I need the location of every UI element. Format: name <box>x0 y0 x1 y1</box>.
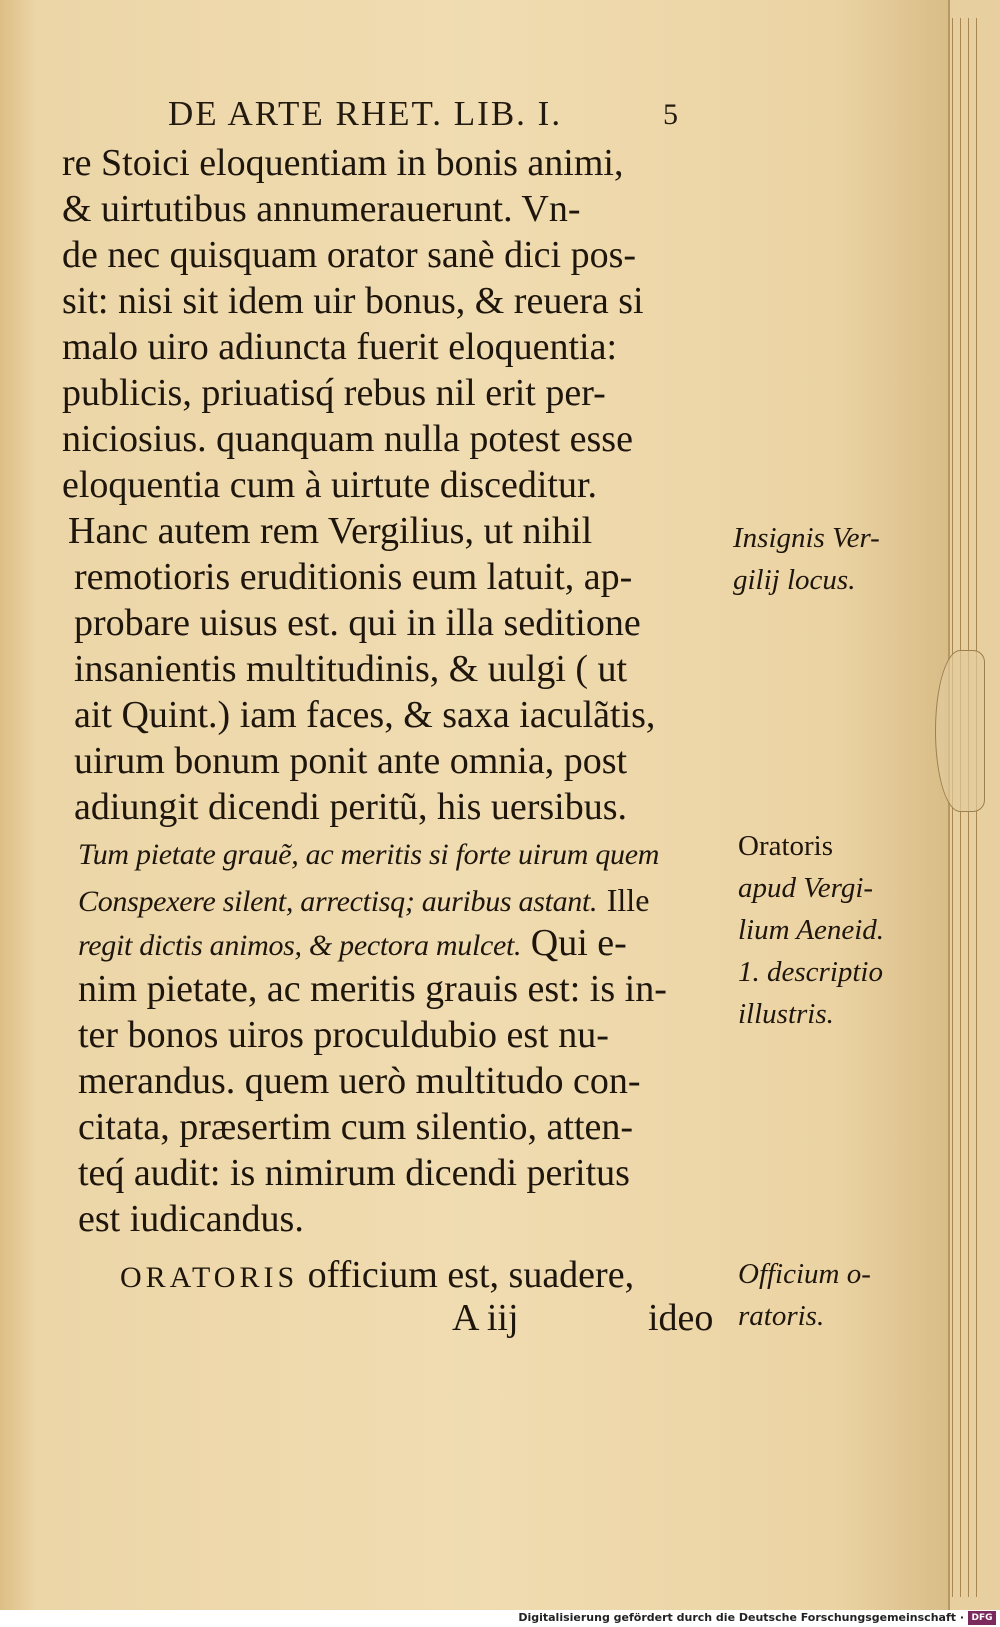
text-line: citata, præsertim cum silentio, atten- <box>78 1106 634 1148</box>
verse-line <box>78 920 627 969</box>
text-line: remotioris eruditionis eum latuit, ap- <box>74 556 633 598</box>
smallcaps-word: ORATORIS <box>120 1261 299 1294</box>
text-line: de nec quisquam orator sanè dici pos- <box>62 234 637 276</box>
text-line: ait Quint.) iam faces, & saxa iaculãtis, <box>74 694 656 736</box>
text-line: probare uisus est. qui in illa seditione <box>74 602 641 644</box>
verse-line: Tum pietate grauẽ, ac meritis si forte uirum quem <box>78 838 660 871</box>
text-line: Hanc autem rem Vergilius, ut nihil <box>68 510 593 552</box>
page-tab-shadow <box>935 650 985 812</box>
marginal-note: illustris. <box>738 998 834 1030</box>
resumed-text: Qui e- <box>530 922 627 964</box>
text-line: est iudicandus. <box>78 1198 304 1240</box>
marginal-note: Insignis Ver- <box>733 522 880 554</box>
text-line: sit: nisi sit idem uir bonus, & reuera si <box>62 280 644 322</box>
page-number: 5 <box>663 98 678 131</box>
text-line: malo uiro adiuncta fuerit eloquentia: <box>62 326 618 368</box>
marginal-note: apud Vergi- <box>738 872 874 904</box>
catchword: ideo <box>648 1297 714 1339</box>
marginal-note: gilij locus. <box>733 564 856 596</box>
paragraph-start-line <box>120 1252 634 1301</box>
text-line: adiungit dicendi peritũ, his uersibus. <box>74 786 628 828</box>
verse-text: Conspexere silent, arrectisq; auribus astant. <box>78 885 598 918</box>
verse-text: regit dictis animos, & pectora mulcet. <box>78 929 522 962</box>
text-run: officium est, suadere, <box>307 1254 635 1296</box>
text-line: re Stoici eloquentiam in bonis animi, <box>62 142 624 184</box>
dfg-logo-icon: DFG <box>968 1611 996 1625</box>
text-line: ter bonos uiros proculdubio est nu- <box>78 1014 609 1056</box>
text-line: insanientis multitudinis, & uulgi ( ut <box>74 648 628 690</box>
signature-mark: A iij <box>452 1297 519 1339</box>
text-line: & uirtutibus annumerauerunt. Vn- <box>62 188 581 230</box>
verse-line <box>78 876 649 925</box>
marginal-note: Oratoris <box>738 830 834 862</box>
text-line: teq́ audit: is nimirum dicendi peritus <box>78 1152 630 1194</box>
text-line: nim pietate, ac meritis grauis est: is in- <box>78 968 667 1010</box>
text-line: publicis, priuatisq́ rebus nil erit per- <box>62 372 606 414</box>
digitization-credit: Digitalisierung gefördert durch die Deutsche Forschungsgemeinschaft · <box>518 1611 964 1624</box>
marginal-note: lium Aeneid. <box>738 914 885 946</box>
marginal-note: 1. descriptio <box>738 956 883 988</box>
text-line: merandus. quem uerò multitudo con- <box>78 1060 641 1102</box>
running-title: DE ARTE RHET. LIB. I. <box>168 94 563 133</box>
text-line: uirum bonum ponit ante omnia, post <box>74 740 628 782</box>
text-line: niciosius. quanquam nulla potest esse <box>62 418 633 460</box>
marginal-note: Officium o- <box>738 1258 871 1290</box>
marginal-note: ratoris. <box>738 1300 825 1332</box>
text-line: eloquentia cum à uirtute disceditur. <box>62 464 598 506</box>
resumed-text: Ille <box>606 882 650 918</box>
